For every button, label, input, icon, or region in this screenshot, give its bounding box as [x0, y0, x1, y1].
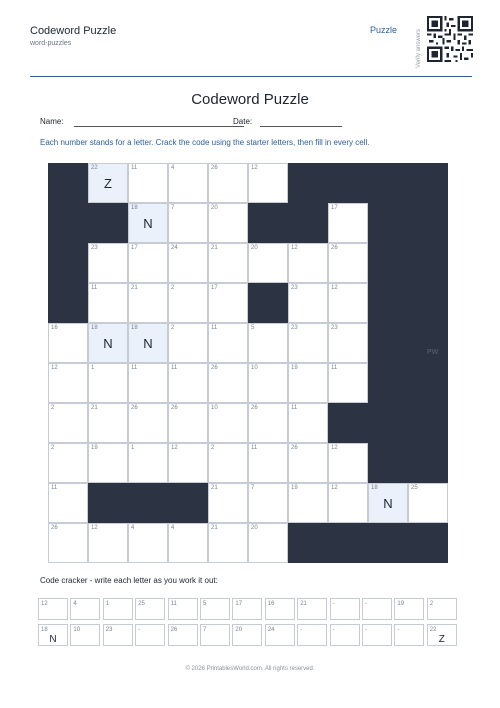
cell-number: 11: [171, 365, 178, 371]
cell-number: 20: [251, 245, 258, 251]
cell-number: 7: [251, 485, 255, 491]
grid-cell[interactable]: [368, 483, 408, 523]
grid-cell[interactable]: [328, 323, 368, 363]
grid-cell[interactable]: [328, 363, 368, 403]
starter-letter: N: [383, 496, 393, 511]
cell-number: 11: [211, 325, 218, 331]
grid-block-cell: [168, 483, 208, 523]
grid-cell[interactable]: [48, 443, 88, 483]
grid-cell[interactable]: [88, 443, 128, 483]
grid-cell[interactable]: [248, 483, 288, 523]
grid-cell[interactable]: [208, 283, 248, 323]
cell-number: 23: [291, 325, 298, 331]
cell-number: 19: [291, 485, 298, 491]
grid-cell[interactable]: [48, 523, 88, 563]
grid-block-cell: [288, 523, 328, 563]
cell-number: 18: [131, 325, 138, 331]
cracker-box[interactable]: [427, 598, 457, 620]
grid-cell[interactable]: [288, 443, 328, 483]
cell-number: 2: [171, 325, 175, 331]
grid-block-cell: [128, 483, 168, 523]
grid-cell[interactable]: [168, 403, 208, 443]
starter-letter: N: [143, 216, 153, 231]
cell-number: 4: [171, 165, 175, 171]
cell-number: 10: [251, 365, 258, 371]
grid-cell[interactable]: [128, 443, 168, 483]
cracker-number: -: [397, 627, 400, 633]
cracker-box[interactable]: [103, 624, 133, 646]
cell-number: 11: [131, 365, 138, 371]
grid-block-cell: [408, 243, 448, 283]
grid-block-cell: [408, 163, 448, 203]
date-label: Date:: [233, 117, 253, 126]
cell-number: 20: [211, 205, 218, 211]
cracker-number: 23: [105, 627, 113, 633]
cracker-number: 1: [105, 601, 110, 607]
cracker-number: -: [138, 627, 141, 633]
cell-number: 18: [91, 325, 98, 331]
grid-cell[interactable]: [248, 443, 288, 483]
cell-number: 20: [251, 525, 258, 531]
grid-block-cell: [368, 443, 408, 483]
grid-cell[interactable]: [208, 243, 248, 283]
cell-number: 23: [291, 285, 298, 291]
grid-block-cell: [328, 163, 368, 203]
grid-block-cell: [328, 403, 368, 443]
cell-number: 12: [51, 365, 58, 371]
grid-cell[interactable]: [288, 243, 328, 283]
cell-number: 18: [371, 485, 378, 491]
cell-number: 12: [251, 165, 258, 171]
brand-subtitle: word-puzzles: [30, 40, 72, 47]
grid-cell[interactable]: [208, 403, 248, 443]
cell-number: 2: [51, 405, 55, 411]
cracker-number: 25: [138, 601, 145, 607]
name-write-line[interactable]: [74, 126, 244, 127]
grid-block-cell: [288, 163, 328, 203]
cracker-number: 4: [73, 601, 77, 607]
cracker-number: 7: [203, 627, 207, 633]
cell-number: 12: [171, 445, 178, 451]
grid-cell[interactable]: [128, 323, 168, 363]
grid-cell[interactable]: [168, 523, 208, 563]
grid-block-cell: [368, 363, 408, 403]
cracker-box[interactable]: [265, 624, 295, 646]
cracker-box[interactable]: [168, 624, 198, 646]
cracker-box[interactable]: [200, 624, 230, 646]
cell-number: 26: [171, 405, 178, 411]
grid-block-cell: [368, 323, 408, 363]
cell-number: 18: [131, 205, 138, 211]
cracker-box[interactable]: [394, 598, 424, 620]
grid-block-cell: [408, 203, 448, 243]
cell-number: 21: [211, 525, 218, 531]
cell-number: 19: [291, 365, 298, 371]
grid-cell[interactable]: [328, 203, 368, 243]
cell-number: 26: [131, 405, 138, 411]
cell-number: 12: [331, 285, 338, 291]
grid-block-cell: [368, 203, 408, 243]
cracker-number: 10: [73, 627, 81, 633]
cell-number: 21: [131, 285, 138, 291]
cracker-number: 17: [235, 601, 243, 607]
grid-cell[interactable]: [248, 243, 288, 283]
grid-cell[interactable]: [168, 203, 208, 243]
cell-number: 24: [171, 245, 178, 251]
grid-block-cell: [248, 203, 288, 243]
cracker-box[interactable]: [38, 624, 68, 646]
brand-title: Codeword Puzzle: [30, 25, 117, 37]
cracker-box[interactable]: [427, 624, 457, 646]
grid-block-cell: [408, 403, 448, 443]
grid-cell[interactable]: [128, 163, 168, 203]
grid-cell[interactable]: [208, 323, 248, 363]
cell-number: 2: [171, 285, 175, 291]
grid-block-cell: [368, 283, 408, 323]
cell-number: 19: [91, 445, 98, 451]
grid-cell[interactable]: [88, 163, 128, 203]
cracker-number: -: [365, 627, 367, 633]
grid-cell[interactable]: [168, 443, 208, 483]
grid-cell[interactable]: [248, 523, 288, 563]
cell-number: 11: [331, 365, 338, 371]
grid-cell[interactable]: [248, 323, 288, 363]
grid-block-cell: [88, 203, 128, 243]
grid-block-cell: [48, 163, 88, 203]
page-title: Codeword Puzzle: [191, 91, 309, 108]
grid-cell[interactable]: [288, 363, 328, 403]
grid-cell[interactable]: [328, 283, 368, 323]
cracker-box[interactable]: [70, 624, 100, 646]
cracker-number: 12: [41, 601, 48, 607]
grid-block-cell: [328, 523, 368, 563]
cell-number: 12: [91, 525, 98, 531]
grid-cell[interactable]: [208, 523, 248, 563]
cracker-box[interactable]: [394, 624, 424, 646]
grid-cell[interactable]: [288, 483, 328, 523]
grid-cell[interactable]: [408, 483, 448, 523]
cracker-box[interactable]: [168, 598, 198, 620]
cell-number: 21: [211, 245, 218, 251]
cracker-number: 18: [41, 627, 48, 633]
cell-number: 26: [291, 445, 298, 451]
cell-number: 11: [51, 485, 58, 491]
cell-number: 4: [131, 525, 135, 531]
cell-number: 17: [131, 245, 138, 251]
page-header: [30, 24, 472, 80]
cracker-box[interactable]: [38, 598, 68, 620]
grid-block-cell: [368, 403, 408, 443]
cell-number: 1: [91, 365, 95, 371]
instructions: Each number stands for a letter. Crack the code using the starter letters, then fill in every cell.: [40, 138, 370, 147]
cell-number: 21: [211, 485, 218, 491]
name-date-fields: [40, 117, 460, 129]
grid-cell[interactable]: [208, 443, 248, 483]
grid-cell[interactable]: [208, 203, 248, 243]
cell-number: 2: [211, 445, 215, 451]
grid-block-cell: [368, 523, 408, 563]
grid-block-cell: [48, 283, 88, 323]
grid-block-cell: [48, 243, 88, 283]
cracker-box[interactable]: [232, 598, 262, 620]
cracker-number: 16: [267, 601, 275, 607]
grid-block-cell: [408, 523, 448, 563]
cracker-number: 2: [429, 601, 434, 607]
cell-number: 11: [251, 445, 258, 451]
starter-letter: Z: [104, 176, 112, 191]
grid-block-cell: [48, 203, 88, 243]
grid-cell[interactable]: [168, 363, 208, 403]
grid-cell[interactable]: [88, 283, 128, 323]
cracker-box[interactable]: [232, 624, 262, 646]
grid-block-cell: [408, 323, 448, 363]
grid-cell[interactable]: [88, 403, 128, 443]
starter-letter: N: [143, 336, 153, 351]
cell-number: 12: [291, 245, 298, 251]
grid-cell[interactable]: [88, 323, 128, 363]
cell-number: 23: [331, 325, 338, 331]
grid-cell[interactable]: [128, 203, 168, 243]
grid-cell[interactable]: [48, 323, 88, 363]
grid-cell[interactable]: [168, 283, 208, 323]
cracker-number: 22: [429, 627, 437, 633]
cracker-box[interactable]: [297, 598, 327, 620]
grid-cell[interactable]: [88, 523, 128, 563]
cracker-box[interactable]: [135, 598, 165, 620]
cell-number: 10: [211, 405, 218, 411]
cell-number: 26: [211, 365, 218, 371]
grid-cell[interactable]: [208, 163, 248, 203]
cell-number: 26: [331, 245, 338, 251]
code-cracker-label: Code cracker - write each letter as you work it out:: [40, 576, 218, 585]
cell-number: 16: [51, 325, 58, 331]
grid-cell[interactable]: [48, 483, 88, 523]
grid-cell[interactable]: [208, 483, 248, 523]
grid-cell[interactable]: [128, 523, 168, 563]
header-divider: [30, 76, 472, 77]
grid-cell[interactable]: [128, 403, 168, 443]
grid-cell[interactable]: [288, 403, 328, 443]
cracker-box[interactable]: [200, 598, 230, 620]
grid-cell[interactable]: [128, 243, 168, 283]
cell-number: 22: [91, 165, 98, 171]
grid-cell[interactable]: [288, 323, 328, 363]
grid-cell[interactable]: [88, 363, 128, 403]
cracker-number: -: [300, 627, 303, 633]
cracker-letter: Z: [438, 634, 445, 645]
grid-cell[interactable]: [48, 403, 88, 443]
grid-block-cell: [408, 283, 448, 323]
cell-number: 26: [251, 405, 258, 411]
cracker-box[interactable]: [265, 598, 295, 620]
copyright-footer: © 2026 PrintablesWorld.com. All rights reserved.: [185, 666, 315, 672]
codeword-grid: [48, 163, 452, 567]
cracker-number: 19: [397, 601, 405, 607]
date-write-line[interactable]: [260, 126, 342, 127]
cracker-number: 24: [267, 627, 275, 633]
grid-cell[interactable]: [88, 243, 128, 283]
cell-number: 21: [91, 405, 98, 411]
grid-cell[interactable]: [128, 283, 168, 323]
cracker-box[interactable]: [330, 598, 360, 620]
cracker-number: 21: [300, 601, 307, 607]
cracker-number: 26: [170, 627, 178, 633]
cell-number: 12: [331, 485, 338, 491]
grid-cell[interactable]: [248, 403, 288, 443]
cell-number: 26: [51, 525, 58, 531]
cracker-box[interactable]: [330, 624, 360, 646]
grid-cell[interactable]: [328, 443, 368, 483]
grid-cell[interactable]: [168, 163, 208, 203]
grid-cell[interactable]: [208, 363, 248, 403]
grid-block-cell: [248, 283, 288, 323]
cracker-number: 5: [203, 601, 207, 607]
category-badge[interactable]: Puzzle: [370, 25, 398, 35]
grid-block-cell: [408, 443, 448, 483]
watermark: PW: [427, 349, 439, 356]
cell-number: 26: [211, 165, 218, 171]
cell-number: 4: [171, 525, 175, 531]
qr-code-icon[interactable]: [427, 16, 473, 62]
cell-number: 17: [331, 205, 338, 211]
grid-cell[interactable]: [248, 163, 288, 203]
grid-cell[interactable]: [248, 363, 288, 403]
cracker-box[interactable]: [362, 624, 392, 646]
grid-block-cell: [368, 163, 408, 203]
grid-block-cell: [288, 203, 328, 243]
verify-answers-label: Verify answers: [416, 28, 422, 68]
grid-cell[interactable]: [328, 483, 368, 523]
grid-cell[interactable]: [48, 363, 88, 403]
cracker-box[interactable]: [362, 598, 392, 620]
cracker-box[interactable]: [297, 624, 327, 646]
cracker-number: -: [332, 627, 335, 633]
cracker-box[interactable]: [103, 598, 133, 620]
starter-letter: N: [103, 336, 113, 351]
cracker-number: -: [332, 601, 335, 607]
cell-number: 1: [131, 445, 135, 451]
cell-number: 2: [51, 445, 55, 451]
cracker-number: 20: [235, 627, 243, 633]
cell-number: 5: [251, 325, 255, 331]
grid-cell[interactable]: [328, 243, 368, 283]
grid-block-cell: [408, 363, 448, 403]
grid-cell[interactable]: [168, 243, 208, 283]
name-label: Name:: [40, 117, 64, 126]
cell-number: 7: [171, 205, 175, 211]
cell-number: 25: [411, 485, 418, 491]
grid-cell[interactable]: [168, 323, 208, 363]
cell-number: 17: [211, 285, 218, 291]
cracker-box[interactable]: [135, 624, 165, 646]
cell-number: 23: [91, 245, 98, 251]
cracker-box[interactable]: [70, 598, 100, 620]
grid-block-cell: [368, 243, 408, 283]
cracker-letter: N: [49, 634, 57, 645]
cell-number: 11: [131, 165, 138, 171]
cracker-number: -: [365, 601, 367, 607]
grid-block-cell: [88, 483, 128, 523]
cracker-number: 11: [170, 601, 177, 607]
cell-number: 12: [331, 445, 338, 451]
grid-cell[interactable]: [288, 283, 328, 323]
cell-number: 11: [291, 405, 298, 411]
cell-number: 11: [91, 285, 98, 291]
grid-cell[interactable]: [128, 363, 168, 403]
